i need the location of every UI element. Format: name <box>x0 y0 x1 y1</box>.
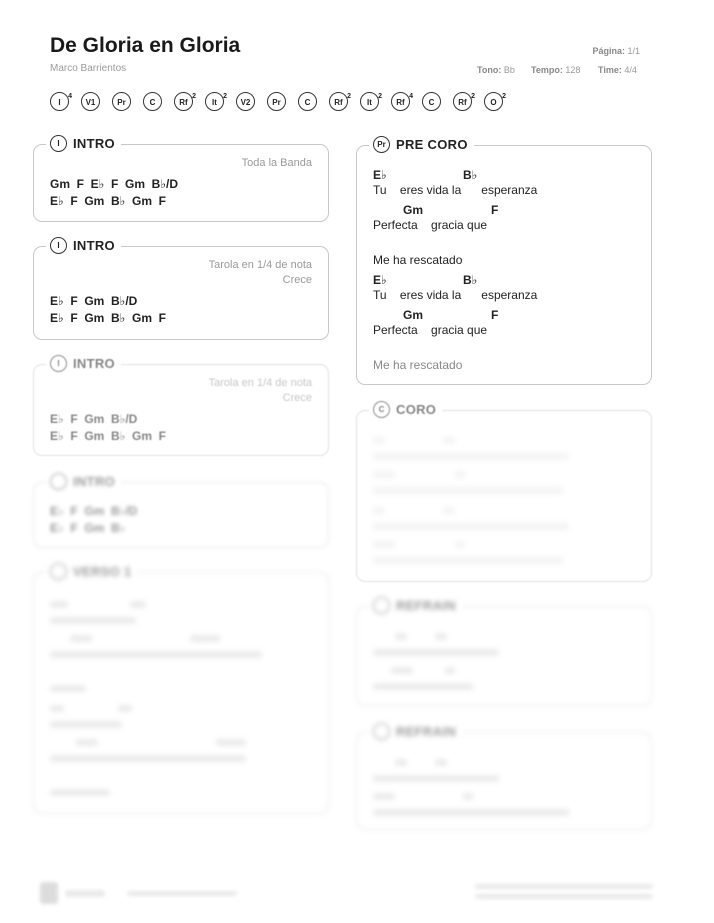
section-title: INTRO <box>73 238 115 253</box>
blurred-lyric <box>373 453 569 460</box>
chord: Gm <box>403 203 424 217</box>
chord: B♭ <box>463 168 478 182</box>
lyric-line: Perfecta gracia que <box>373 218 488 232</box>
lyric-line: Me ha rescatado <box>373 253 463 267</box>
blurred-lyric <box>50 617 136 624</box>
lyric-line: Perfecta gracia que <box>373 323 488 337</box>
roadmap-item[interactable]: V1 <box>81 92 100 111</box>
blurred-lyric <box>50 651 262 658</box>
blurred-lyric <box>50 685 86 692</box>
section-coro <box>356 402 652 582</box>
blurred-chord <box>50 601 68 608</box>
key-value: Bb <box>503 65 515 75</box>
section-verse-1 <box>33 564 329 814</box>
blurred-lyric <box>373 487 563 494</box>
section-header <box>46 563 137 580</box>
section-header <box>46 473 121 490</box>
blurred-chord <box>391 667 413 674</box>
blurred-chord <box>373 507 385 514</box>
blurred-chord <box>435 633 447 640</box>
section-header <box>369 136 474 153</box>
section-header <box>46 135 121 152</box>
section-title: REFRAIN <box>396 598 456 613</box>
roadmap-item[interactable]: O 2 <box>484 92 503 111</box>
chord: E♭ <box>373 168 387 182</box>
key-label: Tono: <box>477 65 502 75</box>
time-label: Time: <box>598 65 622 75</box>
chord: E♭ <box>373 273 387 287</box>
section-intro-2 <box>33 238 329 340</box>
page-label: Página: <box>592 46 625 56</box>
section-intro-1 <box>33 136 329 222</box>
section-note: Crece <box>282 392 312 404</box>
chord: F <box>491 203 499 217</box>
time-value: 4/4 <box>624 65 637 75</box>
roadmap-item[interactable]: C <box>422 92 441 111</box>
blurred-chord <box>443 437 455 444</box>
chord-line: E♭ F Gm B♭ Gm F <box>50 194 166 208</box>
chord: Gm <box>403 308 424 322</box>
chord-line: E♭ F Gm B♭ Gm F <box>50 429 166 443</box>
chord-line: E♭ F Gm B♭ Gm F <box>50 311 166 325</box>
section-badge-icon <box>373 597 390 614</box>
roadmap-item[interactable]: Rf 4 <box>391 92 410 111</box>
roadmap-item[interactable]: C <box>298 92 317 111</box>
tempo-label: Tempo: <box>531 65 563 75</box>
page-footer <box>35 878 655 908</box>
page-value: 1/1 <box>627 46 640 56</box>
blurred-chord <box>435 759 447 766</box>
blurred-chord <box>130 601 146 608</box>
section-header <box>369 723 462 740</box>
chord-line: E♭ F Gm B♭/D <box>50 504 138 518</box>
section-badge: I <box>50 237 67 254</box>
roadmap-item[interactable]: Pr <box>267 92 286 111</box>
chord: F <box>491 308 499 322</box>
roadmap-item[interactable]: C <box>143 92 162 111</box>
section-refrain-1 <box>356 598 652 706</box>
blurred-chord <box>395 759 407 766</box>
section-note: Tarola en 1/4 de nota <box>208 377 312 389</box>
artist-name: Marco Barrientos <box>50 63 127 74</box>
blurred-brand <box>65 890 105 897</box>
blurred-chord <box>443 507 455 514</box>
section-title: CORO <box>396 402 437 417</box>
section-header <box>369 597 462 614</box>
section-intro-3 <box>33 356 329 456</box>
blurred-lyric <box>50 789 110 796</box>
roadmap-item[interactable]: Pr <box>112 92 131 111</box>
lyric-line: Tu eres vida la esperanza <box>373 288 538 302</box>
blurred-url <box>127 891 237 896</box>
blurred-chord <box>216 739 246 746</box>
blurred-lyric <box>50 721 122 728</box>
section-badge: Pr <box>373 136 390 153</box>
blurred-lyric <box>373 775 499 782</box>
section-badge-icon <box>50 563 67 580</box>
blurred-lyric <box>373 649 499 656</box>
section-note: Toda la Banda <box>241 157 312 169</box>
blurred-credit <box>475 894 653 899</box>
section-badge-icon <box>50 473 67 490</box>
blurred-credit <box>475 884 653 889</box>
blurred-lyric <box>50 755 246 762</box>
blurred-chord <box>445 667 455 674</box>
section-title: REFRAIN <box>396 724 456 739</box>
chord-line: E♭ F Gm B♭/D <box>50 412 138 426</box>
roadmap-item[interactable]: V2 <box>236 92 255 111</box>
blurred-chord <box>455 471 465 478</box>
blurred-lyric <box>373 809 569 816</box>
lyric-line: Me ha rescatado <box>373 358 463 372</box>
blurred-chord <box>373 541 395 548</box>
blurred-chord <box>373 471 395 478</box>
blurred-chord <box>373 437 385 444</box>
page-indicator <box>592 46 640 56</box>
blurred-chord <box>190 635 220 642</box>
section-badge-icon <box>373 723 390 740</box>
app-logo-icon <box>40 882 58 904</box>
roadmap-item[interactable]: It 2 <box>205 92 224 111</box>
blurred-chord <box>455 541 465 548</box>
tempo-indicator <box>531 65 580 75</box>
section-title: VERSO 1 <box>73 564 132 579</box>
tempo-value: 128 <box>565 65 581 75</box>
chord-line: E♭ F Gm B♭ <box>50 521 126 535</box>
key-indicator <box>477 65 515 75</box>
blurred-content <box>357 411 651 581</box>
section-note: Crece <box>282 274 312 286</box>
blurred-chord <box>118 705 132 712</box>
blurred-lyric <box>373 683 473 690</box>
blurred-lyric <box>373 523 569 530</box>
chord: B♭ <box>463 273 478 287</box>
section-header <box>46 237 121 254</box>
chord-line: E♭ F Gm B♭/D <box>50 294 138 308</box>
blurred-chord <box>463 793 473 800</box>
blurred-chord <box>395 633 407 640</box>
section-title: INTRO <box>73 136 115 151</box>
blurred-chord <box>76 739 98 746</box>
roadmap-item[interactable]: I 4 <box>50 92 69 111</box>
roadmap-item[interactable]: It 2 <box>360 92 379 111</box>
time-indicator <box>598 65 637 75</box>
blurred-lyric <box>373 557 563 564</box>
section-intro-4 <box>33 474 329 548</box>
section-title: INTRO <box>73 474 115 489</box>
blurred-chord <box>70 635 92 642</box>
chord-line: Gm F E♭ F Gm B♭/D <box>50 177 178 191</box>
section-badge: C <box>373 401 390 418</box>
section-badge: I <box>50 135 67 152</box>
section-header <box>46 355 121 372</box>
section-title: PRE CORO <box>396 137 468 152</box>
song-title: De Gloria en Gloria <box>50 34 241 57</box>
section-refrain-2 <box>356 724 652 830</box>
roadmap-item[interactable]: Rf 2 <box>174 92 193 111</box>
blurred-chord <box>50 705 64 712</box>
roadmap-item[interactable]: Rf 2 <box>329 92 348 111</box>
section-badge: I <box>50 355 67 372</box>
roadmap-item[interactable]: Rf 2 <box>453 92 472 111</box>
blurred-chord <box>373 793 395 800</box>
section-note: Tarola en 1/4 de nota <box>208 259 312 271</box>
section-pre-coro <box>356 137 652 385</box>
section-title: INTRO <box>73 356 115 371</box>
lyric-line: Tu eres vida la esperanza <box>373 183 538 197</box>
